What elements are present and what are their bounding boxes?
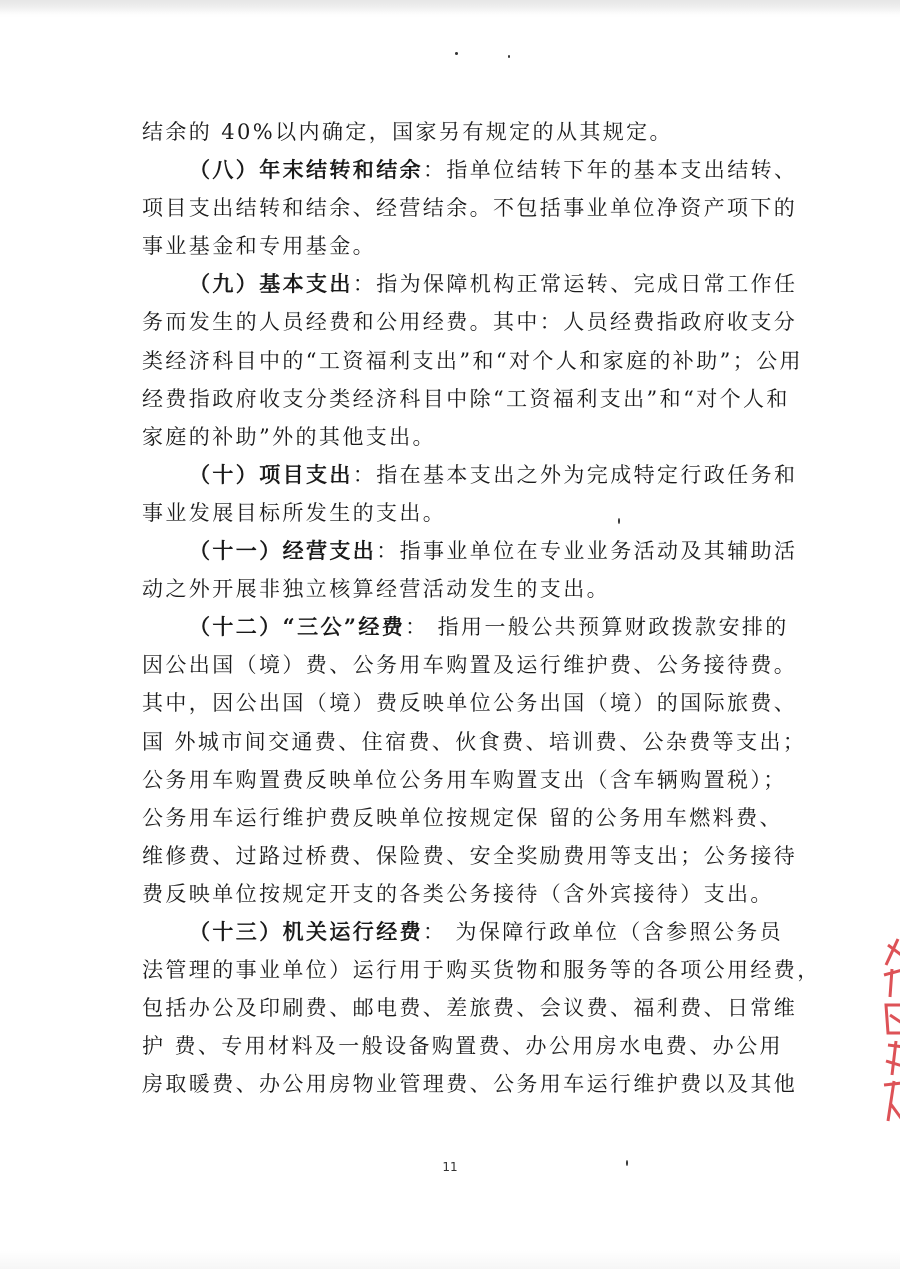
line-text: 事业发展目标所发生的支出。 xyxy=(142,500,447,525)
text-line xyxy=(142,151,798,189)
text-line xyxy=(142,837,798,875)
text-line xyxy=(142,684,798,722)
line-text: 项目支出结转和结余、经营结余。不包括事业单位净资产项下的 xyxy=(142,196,798,221)
line-text: 公务用车运行维护费反映单位按规定保 留的公务用车燃料费、 xyxy=(142,805,783,830)
term-heading: （十一）经营支出 xyxy=(189,538,377,564)
term-heading: （八）年末结转和结余 xyxy=(189,157,423,183)
text-line xyxy=(142,342,803,380)
line-text: ： 指用一般公共预算财政拨款安排的 xyxy=(405,615,789,640)
text-line xyxy=(142,380,790,418)
line-text: 房取暖费、办公用房物业管理费、公务用车运行维护费以及其他 xyxy=(142,1072,798,1097)
scan-speck xyxy=(455,52,458,55)
line-text: 护 费、专用材料及一般设备购置费、办公用房水电费、办公用 xyxy=(142,1034,783,1059)
line-text: 事业基金和专用基金。 xyxy=(142,234,376,259)
term-heading: （十二）“三公”经费 xyxy=(189,614,406,640)
line-text: ： 为保障行政单位（含参照公务员 xyxy=(423,919,784,944)
line-text: 家庭的补助”外的其他支出。 xyxy=(142,424,436,449)
page-number: 11 xyxy=(442,1160,458,1174)
text-line xyxy=(142,113,782,151)
text-line xyxy=(142,799,782,837)
line-text: 费反映单位按规定开支的各类公务接待（含外宾接待）支出。 xyxy=(142,881,774,906)
text-line xyxy=(142,227,782,265)
text-line xyxy=(142,951,821,989)
text-line xyxy=(142,418,782,456)
scan-shadow xyxy=(0,0,900,14)
text-line xyxy=(142,608,789,646)
text-line xyxy=(142,723,807,761)
text-line xyxy=(142,646,798,684)
text-line xyxy=(142,532,798,570)
text-line xyxy=(142,761,787,799)
line-text: ：指事业单位在专业业务活动及其辅助活 xyxy=(376,539,798,564)
text-line xyxy=(142,570,782,608)
line-text: 国 外城市间交通费、住宿费、伙食费、培训费、公杂费等支出； xyxy=(142,729,807,754)
text-line xyxy=(142,494,782,532)
text-line xyxy=(142,875,782,913)
document-body xyxy=(142,113,821,1103)
term-heading: （十三）机关运行经费 xyxy=(189,918,423,944)
text-line xyxy=(142,189,798,227)
line-text: 其中，因公出国（境）费反映单位公务出国（境）的国际旅费、 xyxy=(142,691,798,716)
official-seal-stamp xyxy=(878,935,900,1135)
line-text: 结余的 40%以内确定，国家另有规定的从其规定。 xyxy=(142,120,673,144)
line-text: ：指在基本支出之外为完成特定行政任务和 xyxy=(352,462,798,487)
text-line xyxy=(142,913,782,951)
text-line xyxy=(142,265,798,303)
line-text: 包括办公及印刷费、邮电费、差旅费、会议费、福利费、日常维 xyxy=(142,996,798,1021)
text-line xyxy=(142,1027,782,1065)
line-text: 维修费、过路过桥费、保险费、安全奖励费用等支出；公务接待 xyxy=(142,843,798,868)
scan-speck xyxy=(508,55,510,58)
line-text: 法管理的事业单位）运行用于购买货物和服务等的各项公用经费， xyxy=(142,958,821,983)
term-heading: （十）项目支出 xyxy=(189,461,353,487)
line-text: 务而发生的人员经费和公用经费。其中：人员经费指政府收支分 xyxy=(142,310,798,335)
line-text: 动之外开展非独立核算经营活动发生的支出。 xyxy=(142,577,610,602)
line-text: ：指单位结转下年的基本支出结转、 xyxy=(423,158,798,183)
line-text: ：指为保障机构正常运转、完成日常工作任 xyxy=(352,272,798,297)
text-line xyxy=(142,456,798,494)
text-line xyxy=(142,1065,798,1103)
line-text: 类经济科目中的“工资福利支出”和“对个人和家庭的补助”；公用 xyxy=(142,348,803,373)
text-line xyxy=(142,989,798,1027)
line-text: 经费指政府收支分类经济科目中除“工资福利支出”和“对个人和 xyxy=(142,386,790,411)
line-text: 因公出国（境）费、公务用车购置及运行维护费、公务接待费。 xyxy=(142,653,798,678)
term-heading: （九）基本支出 xyxy=(189,271,353,297)
line-text: 公务用车购置费反映单位公务用车购置支出（含车辆购置税）； xyxy=(142,767,787,792)
text-line xyxy=(142,303,798,341)
